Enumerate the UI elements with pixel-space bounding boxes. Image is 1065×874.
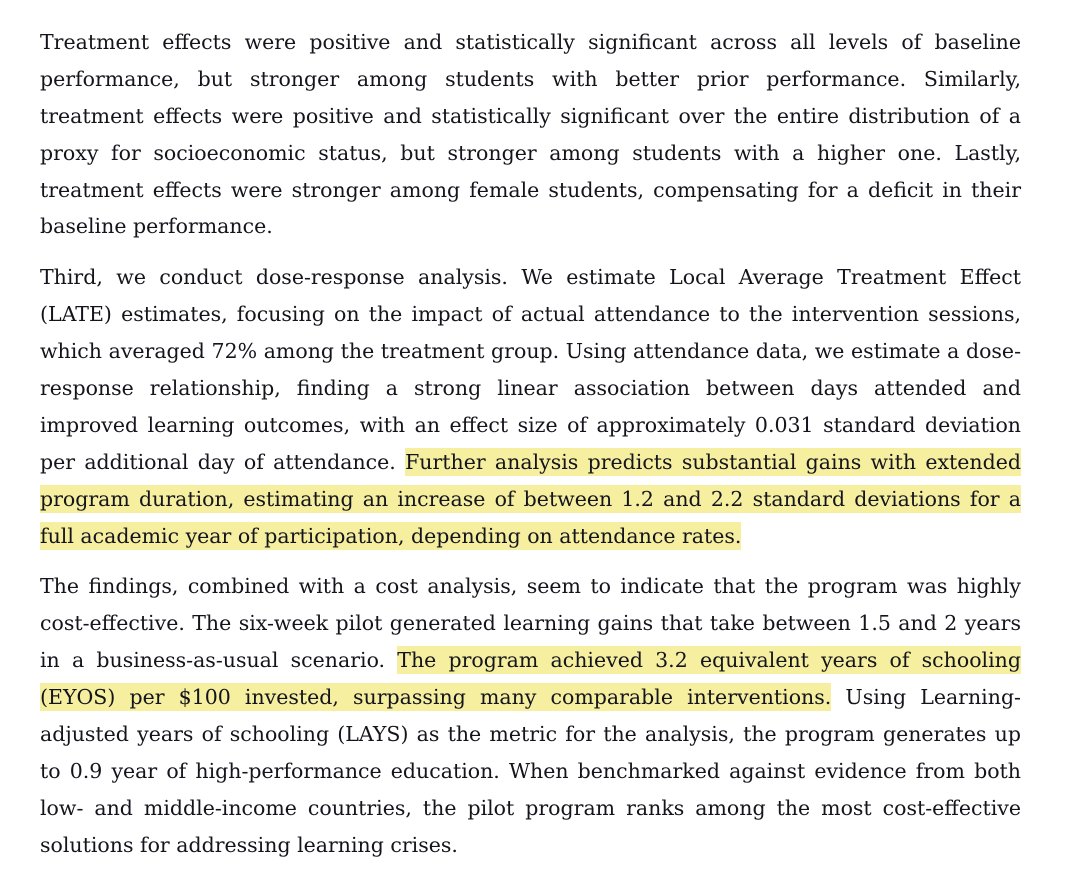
text-segment: Using Learning-adjusted years of schooling (LAYS) as the metric for the analysis, the program generates up to 0.9 year of high-performance education. When benchmarked against evidence from both low- and middle-income countries, the pilot program ranks among the most cost-effective solutions for addressing learning crises. (40, 685, 1021, 857)
text-segment: Treatment effects were positive and statistically significant across all levels of baseline performance, but stronger among students with better prior performance. Similarly, treatment effects were positive and statistically significant over the entire distribution of a proxy for socioeconomic status, but stronger among students with a higher one. Lastly, treatment effects were stronger among female students, compensating for a deficit in their baseline performance. (40, 30, 1021, 239)
highlighted-text: The program achieved 3.2 equivalent years of schooling (EYOS) per $100 invested, surpassing many comparable interventions. (40, 648, 1021, 710)
text-segment: The findings, combined with a cost analysis, seem to indicate that the program was highly cost-effective. The six-week pilot generated learning gains that take between 1.5 and 2 years in a business-as-usual scenario. (40, 574, 1021, 673)
text-segment: Third, we conduct dose-response analysis. We estimate Local Average Treatment Effect (LATE) estimates, focusing on the impact of actual attendance to the intervention sessions, which averaged 72% among the treatment group. Using attendance data, we estimate a dose-response relationship, finding a strong linear association between days attended and improved learning outcomes, with an effect size of approximately 0.031 standard deviation per additional day of attendance. (40, 265, 1021, 474)
paragraph (40, 259, 1021, 554)
highlighted-text: Further analysis predicts substantial gains with extended program duration, estimating an increase of between 1.2 and 2.2 standard deviations for a full academic year of participation, depending on attendance rates. (40, 449, 1022, 548)
paragraph (40, 24, 1021, 245)
paragraph (40, 568, 1021, 863)
